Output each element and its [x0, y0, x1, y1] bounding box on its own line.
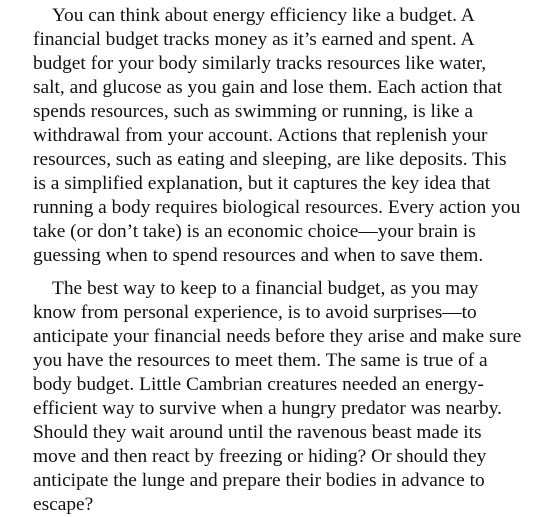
paragraph-spacer	[33, 268, 538, 277]
text-line: Should they wait around until the ravenous beast made its	[33, 422, 482, 443]
text-line: is a simplified explanation, but it captures the key idea that	[33, 173, 491, 194]
text-line: body budget. Little Cambrian creatures needed an energy-	[33, 374, 484, 395]
text-line: you have the resources to meet them. The same is true of a	[33, 350, 488, 371]
text-line: budget for your body similarly tracks resources like water,	[33, 53, 487, 74]
text-line: running a body requires biological resources. Every action you	[33, 197, 521, 218]
text-line: You can think about energy efficiency like a budget. A	[52, 5, 475, 26]
text-line: escape?	[33, 494, 94, 515]
text-line: anticipate the lunge and prepare their bodies in advance to	[33, 470, 485, 491]
text-line: The best way to keep to a financial budget, as you may	[52, 278, 479, 299]
document-page	[33, 4, 538, 517]
text-line: anticipate your financial needs before they arise and make sure	[33, 326, 522, 347]
text-line: take (or don’t take) is an economic choice—your brain is	[33, 221, 476, 242]
text-line: move and then react by freezing or hiding? Or should they	[33, 446, 487, 467]
text-line: resources, such as eating and sleeping, are like deposits. This	[33, 149, 507, 170]
text-line: efficient way to survive when a hungry predator was nearby.	[33, 398, 502, 419]
text-line: guessing when to spend resources and when to save them.	[33, 245, 484, 266]
text-line: spends resources, such as swimming or running, is like a	[33, 101, 473, 122]
paragraph-1	[33, 4, 538, 268]
paragraph-2	[33, 277, 538, 517]
text-line: salt, and glucose as you gain and lose them. Each action that	[33, 77, 503, 98]
text-line: withdrawal from your account. Actions that replenish your	[33, 125, 488, 146]
text-line: financial budget tracks money as it’s earned and spent. A	[33, 29, 475, 50]
text-line: know from personal experience, is to avoid surprises—to	[33, 302, 477, 323]
